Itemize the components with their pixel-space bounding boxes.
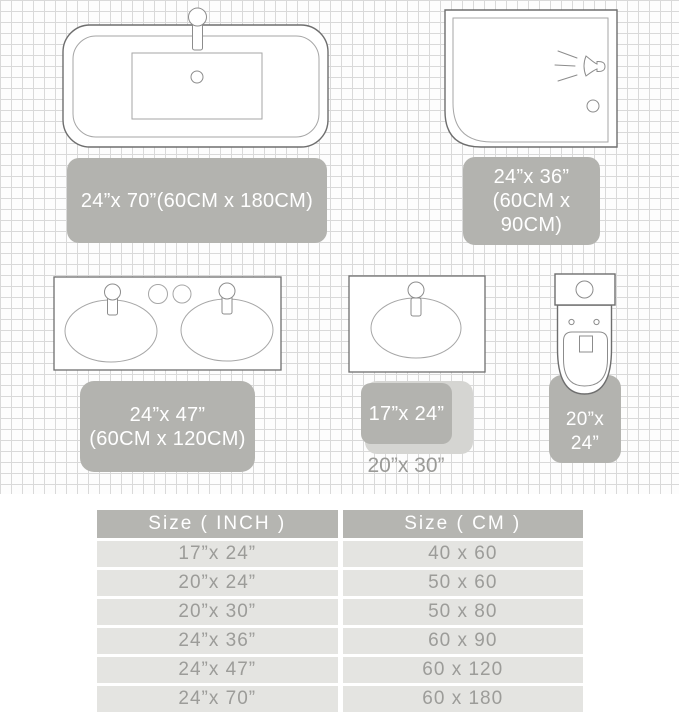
toilet-rug-label: 20”x 24” xyxy=(565,409,605,454)
vanity-rug-label-line1: 24”x 47” xyxy=(129,403,206,426)
table-cell-inch: 20”x 30” xyxy=(97,599,338,625)
vanity-figure xyxy=(54,277,281,370)
table-cell-inch: 24”x 70” xyxy=(97,686,338,712)
table-cell-inch: 20”x 24” xyxy=(97,570,338,596)
table-cell-cm: 60 x 120 xyxy=(343,657,584,683)
sink-rug-medium-label: 20”x 30” xyxy=(367,454,445,477)
table-cell-cm: 50 x 60 xyxy=(343,570,584,596)
table-cell-inch: 24”x 36” xyxy=(97,628,338,654)
table-cell-inch: 17”x 24” xyxy=(97,541,338,567)
table-cell-cm: 50 x 80 xyxy=(343,599,584,625)
shower-rug-label-line2: (60CM x 90CM) xyxy=(492,190,571,236)
vanity-rug-label-line2: (60CM x 120CM) xyxy=(89,427,246,450)
table-header-cm: Size ( CM ) xyxy=(343,510,584,538)
sink-figure xyxy=(349,276,485,372)
toilet-figure xyxy=(555,274,615,394)
table-header-inch: Size ( INCH ) xyxy=(97,510,338,538)
bathtub-rug-label: 24”x 70”(60CM x 180CM) xyxy=(80,189,314,212)
table-cell-inch: 24”x 47” xyxy=(97,657,338,683)
size-conversion-table xyxy=(97,510,583,712)
table-cell-cm: 40 x 60 xyxy=(343,541,584,567)
shower-figure xyxy=(445,10,617,147)
shower-rug-label-line1: 24”x 36” xyxy=(493,166,570,188)
bathtub-figure xyxy=(63,8,328,147)
table-cell-cm: 60 x 180 xyxy=(343,686,584,712)
sink-rug-small-label: 17”x 24” xyxy=(368,402,445,425)
table-cell-cm: 60 x 90 xyxy=(343,628,584,654)
